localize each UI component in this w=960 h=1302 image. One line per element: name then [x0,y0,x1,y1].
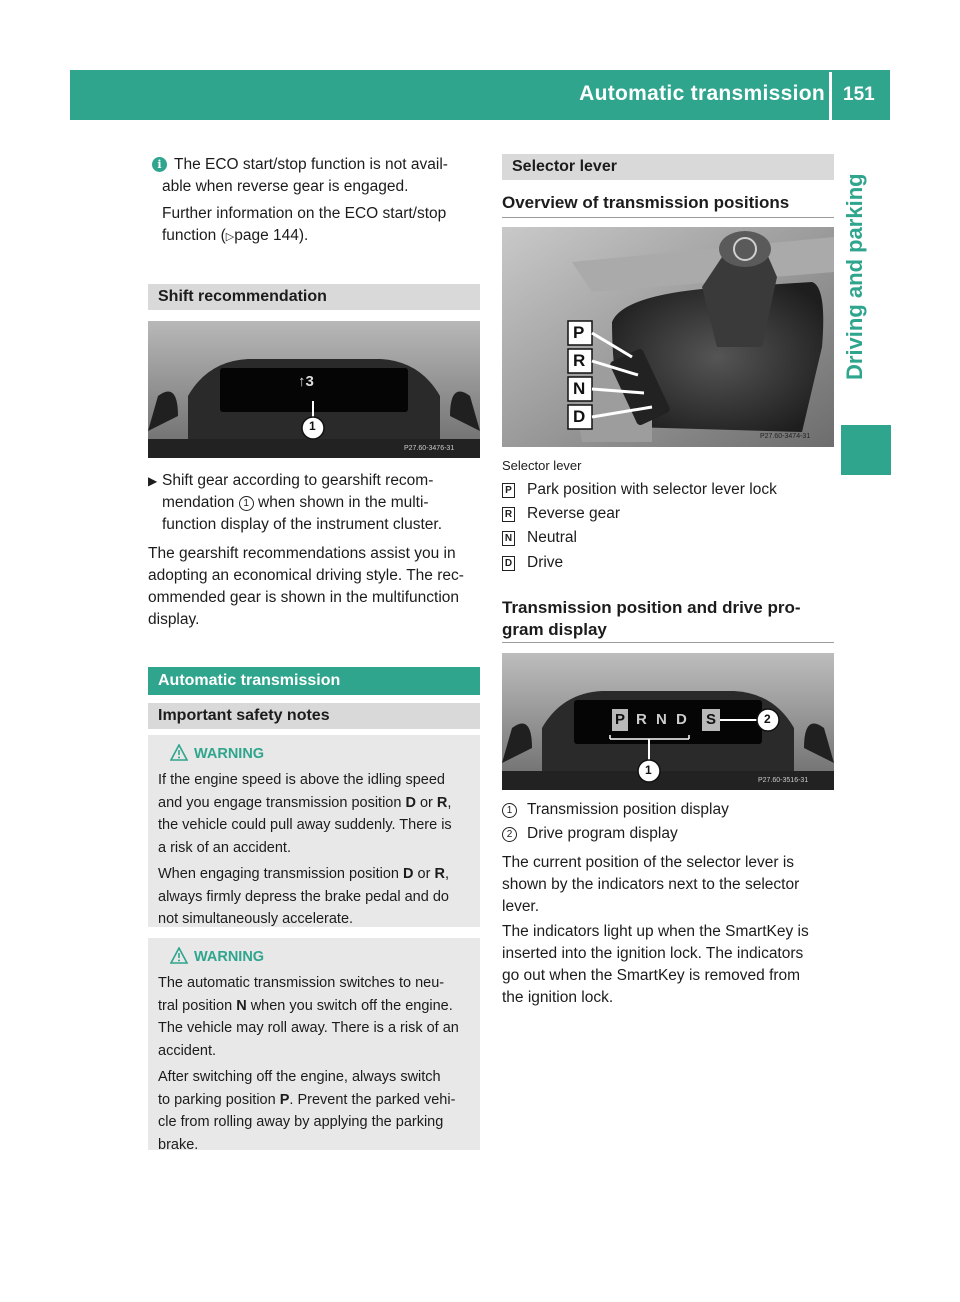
automatic-transmission-title: Automatic transmission [148,667,480,695]
callout-2-marker: 2 [764,712,771,726]
heading-rule [502,217,834,218]
display-heading: Transmission position and drive pro- gram display [502,598,801,639]
shift-display-image [148,321,480,458]
info-line-2: able when reverse gear is engaged. [162,178,409,195]
warning-box-1 [148,735,480,927]
display-gear-P: P [615,711,626,728]
info-line-3: Further information on the ECO start/stop [162,205,447,222]
overview-heading: Overview of transmission positions [502,193,790,212]
warning-triangle-icon [170,744,188,761]
display-program-S: S [706,711,717,728]
position-item-P: P Park position with selector lever lock [502,479,777,501]
position-item-N: N Neutral [502,527,577,549]
legend-item-2: 2 Drive program display [502,823,678,845]
image-caption: Selector lever [502,458,582,473]
warning-1-paragraph-2: When engaging transmission position D or R, always firmly depress the brake pedal and do not simultaneously accelerate. [158,866,449,927]
warning-2-paragraph-2: After switching off the engine, always switch to parking position P. Prevent the parked vehi- cle from rolling away by applying the parking brake. [158,1069,456,1153]
warning-triangle-icon [170,947,188,964]
callout-1-marker: 1 [309,419,316,433]
position-item-D: D Drive [502,552,563,574]
legend-item-1: 1 Transmission position display [502,799,729,821]
image-reference-code: P27.60-3476-31 [404,445,455,452]
lever-label-N: N [573,379,586,398]
page-ref-arrow-icon: ▷ [225,231,235,243]
side-tab-marker [841,425,891,475]
selector-lever-graphic [502,227,834,447]
selector-lever-image [502,227,834,447]
selector-lever-title: Selector lever [502,154,834,180]
indicator-paragraph-2: The indicators light up when the SmartKey is inserted into the ignition lock. The indicators go out when the SmartKey is removed from the ignition lock. [502,923,809,1006]
transmission-display-graphic [502,653,834,790]
shift-paragraph: The gearshift recommendations assist you in adopting an economical driving style. The rec- ommended gear is shown in the multifunction display. [148,545,464,628]
display-gear-N: N [656,711,667,728]
warning-1-paragraph-1: If the engine speed is above the idling speed and you engage transmission position D or R, the vehicle could pull away suddenly. There is a risk of an accident. [158,772,452,856]
info-line-4: function (▷page 144). [162,227,309,244]
page-header-title: Automatic transmission [579,82,825,105]
info-icon: i [152,157,167,172]
gear-R-icon: R [502,507,515,522]
image-reference-code: P27.60-3474-31 [760,433,811,440]
gear-D-icon: D [502,556,515,571]
safety-notes-title: Important safety notes [148,703,480,729]
shift-gear-indicator: ↑3 [298,373,314,390]
gear-P-icon: P [502,483,515,498]
gear-N-icon: N [502,531,515,546]
position-item-R: R Reverse gear [502,503,620,525]
header-divider [829,72,832,120]
indicator-paragraph-1: The current position of the selector lever is shown by the indicators next to the selector lever. [502,854,800,915]
callout-1-icon: 1 [502,803,517,818]
display-gear-D: D [676,711,687,728]
callout-1-marker: 1 [645,763,652,777]
page-number: 151 [843,84,875,105]
warning-2-title: WARNING [194,949,265,965]
lever-label-D: D [573,407,586,426]
callout-2-icon: 2 [502,827,517,842]
page-ref-link[interactable]: page 144). [234,227,309,244]
heading-rule [502,642,834,643]
warning-box-2 [148,938,480,1153]
callout-1-icon: 1 [239,496,254,511]
lever-label-P: P [573,323,585,342]
info-line-1: The ECO start/stop function is not avail- [174,156,448,173]
lever-label-R: R [573,351,586,370]
display-gear-R: R [636,711,647,728]
shift-display-graphic [148,321,480,458]
image-reference-code: P27.60-3516-31 [758,777,809,784]
warning-1-title: WARNING [194,746,265,762]
shift-step-instruction: ▶ Shift gear according to gearshift recom- mendation 1 when shown in the multi- function display of the instrument cluster. [148,472,443,533]
warning-2-paragraph-1: The automatic transmission switches to neu- tral position N when you switch off the engine. The vehicle may roll away. There is a risk of an accident. [158,975,459,1059]
transmission-display-image [502,653,834,790]
shift-recommendation-title: Shift recommendation [148,284,480,310]
step-arrow-icon: ▶ [148,474,158,488]
